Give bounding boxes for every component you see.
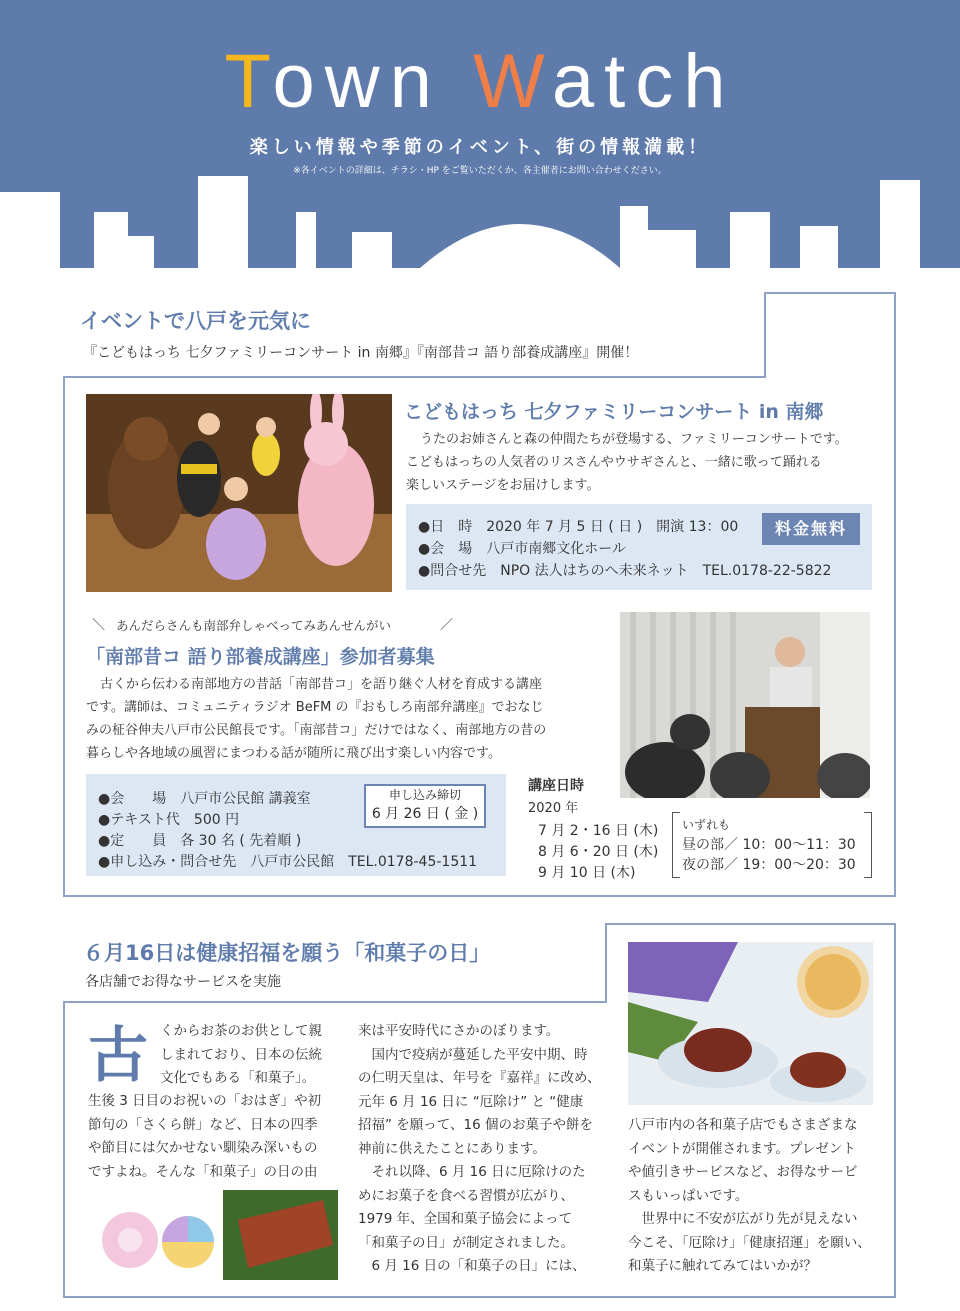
column-1-bottom bbox=[88, 1090, 321, 1184]
title-letter-t: T bbox=[224, 39, 273, 124]
column-line: 文化でもある「和菓子」。 bbox=[160, 1070, 316, 1086]
course-fee: ●テキスト代 500 円 bbox=[98, 812, 240, 828]
drop-cap: 古 bbox=[88, 1021, 148, 1091]
column-line: 八戸市内の各和菓子店でもさまざまな bbox=[628, 1117, 858, 1133]
masthead-title bbox=[0, 38, 960, 125]
column-line: ですよね。そんな「和菓子」の日の由 bbox=[88, 1163, 318, 1180]
course-info-box bbox=[86, 774, 506, 876]
wagashi-photo-top bbox=[628, 942, 873, 1105]
concert-venue: ●会 場 八戸市南郷文化ホール bbox=[418, 541, 626, 557]
column-line: や値引きサービスなど、お得なサービ bbox=[628, 1164, 858, 1180]
concert-title: こどもはっち 七夕ファミリーコンサート in 南郷 bbox=[404, 401, 824, 423]
course-body-line: です。講師は、コミュニティラジオ BeFM の『おもしろ南部弁講座』でおなじ bbox=[86, 700, 544, 715]
title-letter-w: W bbox=[472, 39, 552, 124]
concert-body bbox=[406, 428, 886, 497]
schedule-year: 2020 年 bbox=[528, 801, 579, 816]
column-2 bbox=[358, 1020, 600, 1279]
concert-date: ●日 時 2020 年 7 月 5 日 ( 日 ) 開演 13：00 bbox=[418, 519, 739, 535]
column-line: 神前に供えたことにあります。 bbox=[358, 1140, 546, 1157]
schedule-date: 9 月 10 日 (木) bbox=[538, 865, 636, 881]
wagashi-photo-bottom bbox=[88, 1190, 338, 1280]
column-line: めにお菓子を食べる習慣が広がり、 bbox=[358, 1187, 574, 1204]
concert-body-line: 楽しいステージをお届けします。 bbox=[406, 478, 600, 493]
column-line: それ以降、6 月 16 日に厄除けのた bbox=[358, 1164, 586, 1180]
times-bracket bbox=[672, 812, 872, 878]
column-line: 世界中に不安が広がり先が見えない bbox=[628, 1211, 858, 1227]
event-section-title: イベントで八戸を元気に bbox=[80, 309, 311, 333]
course-body-line: 暮らしや各地域の風習にまつわる話が随所に飛び出す楽しい内容です。 bbox=[86, 746, 501, 761]
column-line: 節句の「さくら餅」など、日本の四季 bbox=[88, 1116, 318, 1133]
column-line: や節目には欠かせない馴染み深いもの bbox=[88, 1140, 318, 1156]
column-line: 1979 年、全国和菓子協会によって bbox=[358, 1211, 573, 1227]
schedule-title: 講座日時 bbox=[528, 778, 584, 794]
masthead-note: ※各イベントの詳細は、チラシ・HP をご覧いただくか、各主催者にお問い合わせください。 bbox=[293, 166, 667, 176]
column-line: 元年 6 月 16 日に “厄除け” と “健康 bbox=[358, 1093, 584, 1110]
tagline-slash-right: ／ bbox=[440, 618, 454, 633]
column-line: 来は平安時代にさかのぼります。 bbox=[358, 1023, 560, 1039]
column-line: イベントが開催されます。プレゼント bbox=[628, 1140, 856, 1157]
course-title: 「南部昔コ 語り部養成講座」参加者募集 bbox=[86, 646, 435, 668]
column-line: 国内で疫病が蔓延した平安中期、時 bbox=[358, 1046, 588, 1063]
schedule-date: 8 月 6・20 日 (木) bbox=[538, 844, 659, 860]
column-line: くからお茶のお供として親 bbox=[160, 1023, 322, 1039]
concert-info-box bbox=[406, 504, 872, 590]
free-admission-badge: 料金無料 bbox=[762, 513, 860, 545]
course-capacity: ●定 員 各 30 名 ( 先着順 ) bbox=[98, 833, 302, 849]
column-line: スもいっぱいです。 bbox=[628, 1187, 749, 1204]
concert-photo bbox=[86, 394, 392, 592]
times-note: いずれも bbox=[682, 818, 731, 832]
deadline-label: 申し込み締切 bbox=[388, 788, 461, 802]
tagline-slash-left: ＼ bbox=[92, 618, 106, 633]
course-body-line: みの柾谷伸夫八戸市公民館長です。「南部昔コ」だけではなく、南部地方の昔の bbox=[86, 723, 547, 738]
times-daytime: 昼の部／ 10：00〜11：30 bbox=[682, 837, 856, 853]
deadline-box bbox=[364, 784, 486, 828]
course-venue: ●会 場 八戸市公民館 講義室 bbox=[98, 791, 311, 807]
column-line: の仁明天皇は、年号を『嘉祥』に改め、 bbox=[358, 1070, 601, 1086]
course-body bbox=[86, 673, 606, 765]
page-header bbox=[0, 0, 960, 275]
column-line: 生後 3 日目のお祝いの「おはぎ」や初 bbox=[88, 1093, 322, 1109]
wagashi-section-title: ６月16日は健康招福を願う「和菓子の日」 bbox=[83, 941, 491, 965]
title-own: own bbox=[272, 39, 473, 124]
event-section-subtitle: 『こどもはっち 七夕ファミリーコンサート in 南郷』『南部昔コ 語り部養成講座』開催！ bbox=[83, 345, 639, 361]
column-3 bbox=[628, 1114, 871, 1279]
column-line: 今こそ、「厄除け」「健康招運」を願い、 bbox=[628, 1234, 871, 1251]
wagashi-heading-box bbox=[63, 923, 607, 1003]
deadline-date: 6 月 26 日 ( 金 ) bbox=[371, 806, 479, 822]
concert-contact: ●問合せ先 NPO 法人はちのへ未来ネット TEL.0178-22-5822 bbox=[418, 563, 832, 579]
column-line: 「和菓子の日」が制定されました。 bbox=[358, 1234, 574, 1251]
course-body-line: 古くから伝わる南部地方の昔話「南部昔コ」を語り継ぐ人材を育成する講座 bbox=[100, 677, 543, 692]
column-line: 和菓子に触れてみてはいかが？ bbox=[628, 1258, 817, 1274]
course-tagline: あんだらさんも南部弁しゃべってみあんせんがい bbox=[116, 618, 392, 633]
column-1-top bbox=[160, 1020, 322, 1091]
concert-body-line: うたのお姉さんと森の仲間たちが登場する、ファミリーコンサートです。 bbox=[420, 432, 848, 447]
column-line: 6 月 16 日の「和菓子の日」には、 bbox=[358, 1258, 586, 1274]
course-contact: ●申し込み・問合せ先 八戸市公民館 TEL.0178-45-1511 bbox=[98, 854, 478, 870]
column-line: 招福” を願って、16 個のお菓子や餅を bbox=[358, 1117, 593, 1133]
column-line: しまれており、日本の伝統 bbox=[160, 1046, 322, 1063]
schedule-date: 7 月 2・16 日 (木) bbox=[538, 823, 659, 839]
wagashi-section-subtitle: 各店舗でお得なサービスを実施 bbox=[85, 974, 281, 990]
concert-body-line: こどもはっちの人気者のリスさんやウサギさんと、一緒に歌って踊れる bbox=[406, 455, 822, 470]
title-atch: atch bbox=[551, 39, 736, 124]
event-heading-box bbox=[63, 292, 766, 378]
lecture-photo bbox=[620, 612, 870, 798]
masthead-subtitle: 楽しい情報や季節のイベント、街の情報満載！ bbox=[249, 137, 711, 158]
times-evening: 夜の部／ 19：00〜20：30 bbox=[682, 857, 856, 873]
